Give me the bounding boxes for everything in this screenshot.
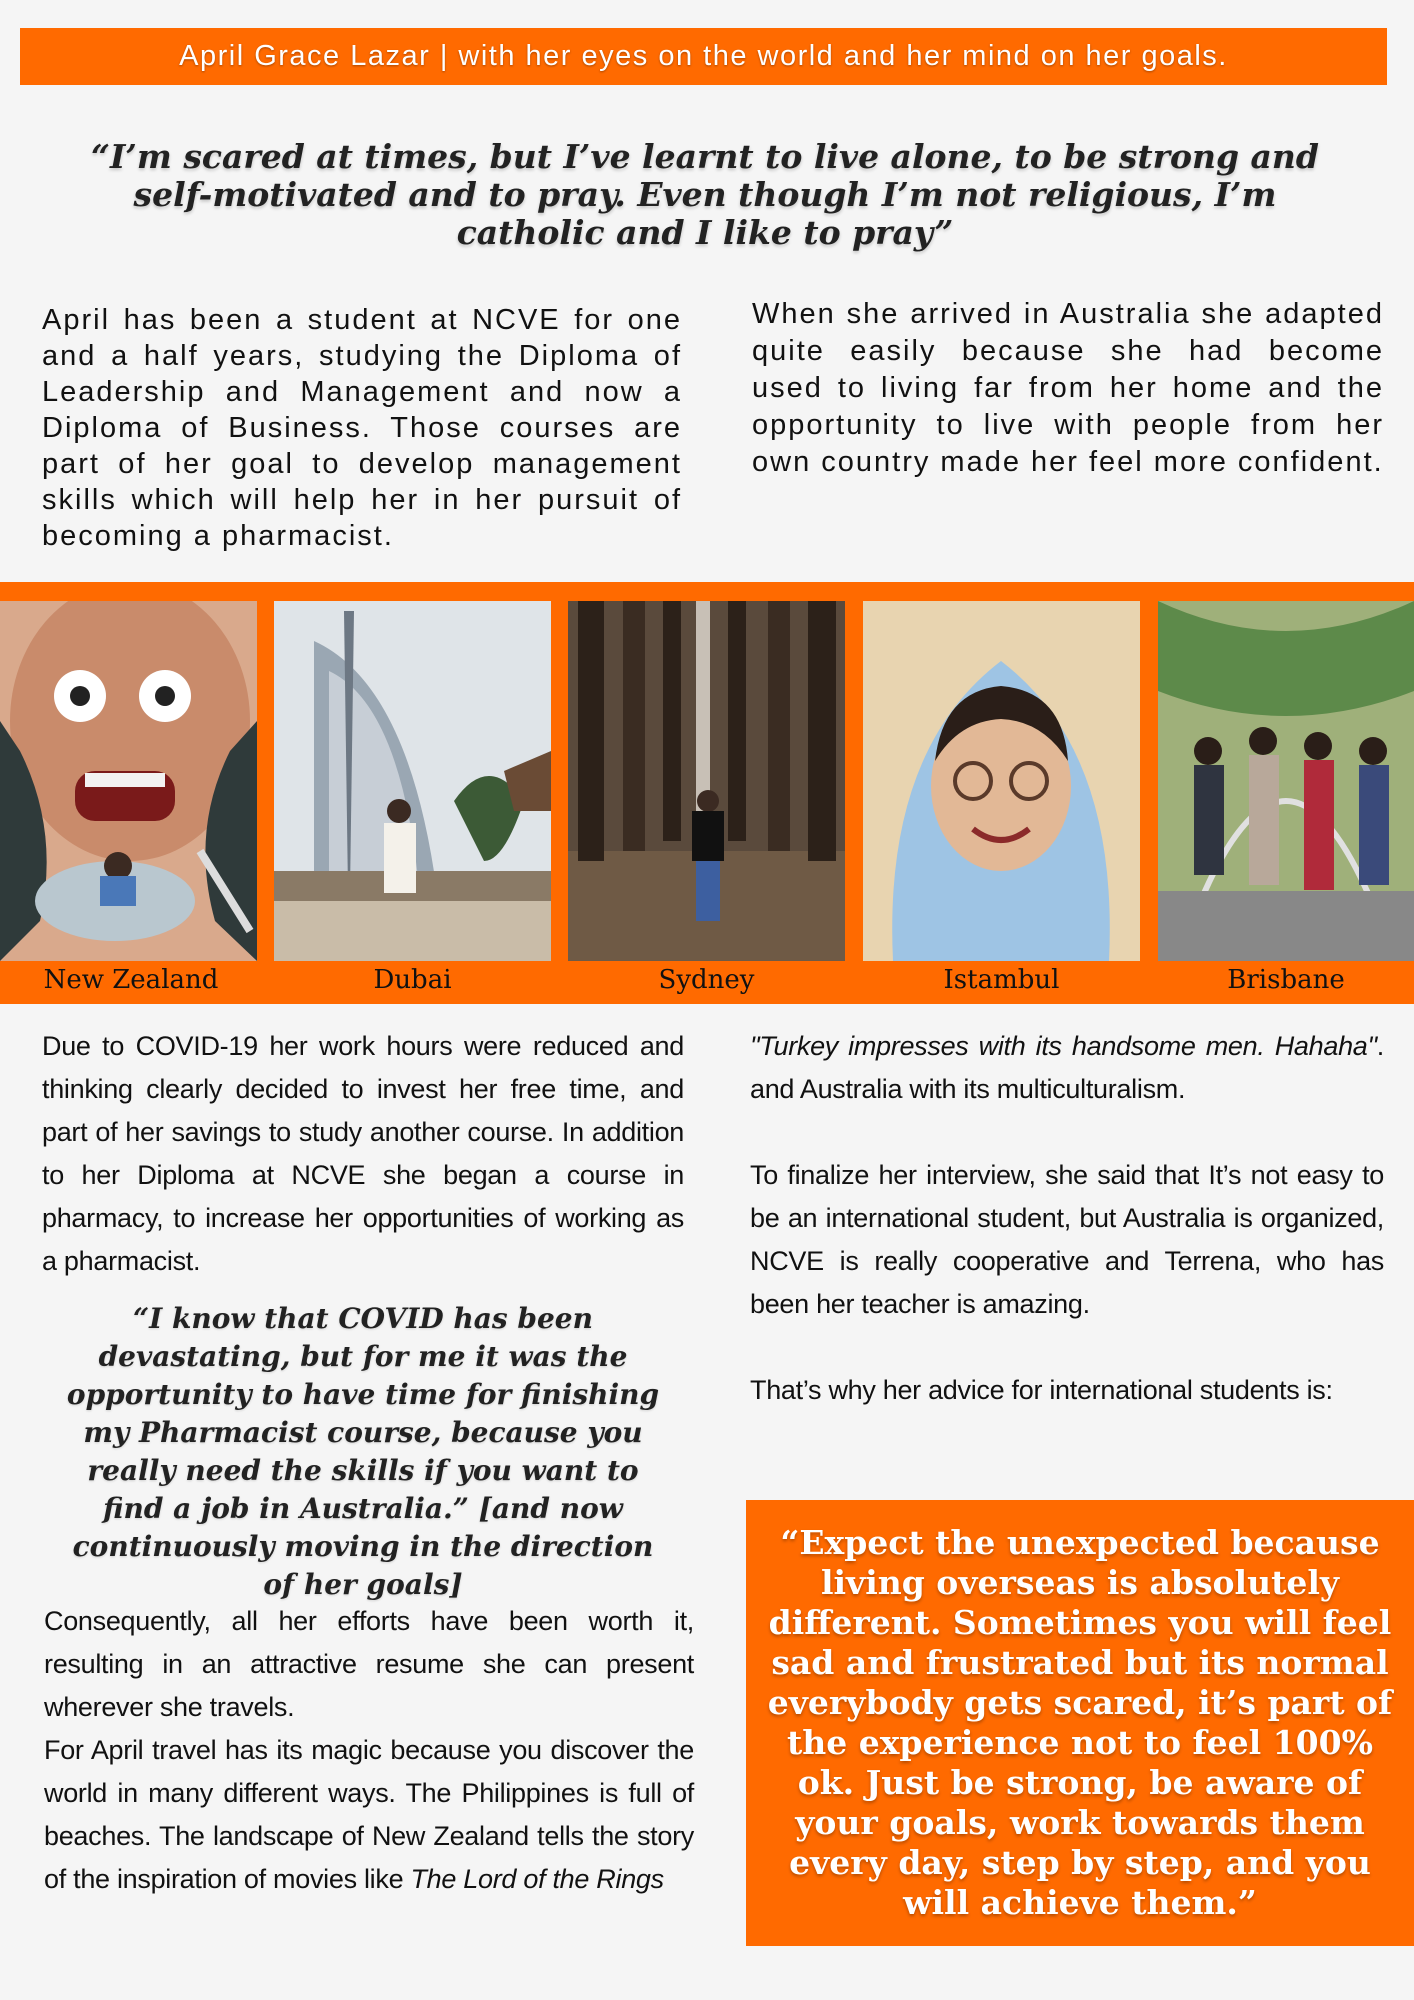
advice-quote-box bbox=[746, 1500, 1414, 1946]
caption-brisbane: Brisbane bbox=[1227, 965, 1345, 995]
photo-strip bbox=[0, 582, 1414, 1004]
caption-sydney: Sydney bbox=[658, 965, 755, 995]
movie-title: The Lord of the Rings bbox=[410, 1864, 664, 1894]
photo-brisbane bbox=[1158, 601, 1414, 961]
resume-paragraph: Consequently, all her efforts have been worth it, resulting in an attractive resume she can present wherever she travels. bbox=[44, 1606, 694, 1722]
covid-paragraph: Due to COVID-19 her work hours were reduced and thinking clearly decided to invest her free time, and part of her savings to study another course. In addition to her Diploma at NCVE she began a course in pharmacy, to increase her opportunities of working as a pharmacist. bbox=[42, 1031, 684, 1276]
caption-new-zealand: New Zealand bbox=[43, 965, 219, 995]
turkey-quote: "Turkey impresses with its handsome men. Hahaha" bbox=[750, 1031, 1377, 1061]
turkey-paragraph-rest: . and Australia with its multiculturalism. bbox=[750, 1031, 1384, 1104]
pull-quote-top: “I’m scared at times, but I’ve learnt to live alone, to be strong and self-motivated and to pray. Even though I’m not religious, I’m catholic and I like to pray” bbox=[91, 137, 1319, 252]
travel-paragraph bbox=[44, 1729, 694, 1901]
title-banner: April Grace Lazar | with her eyes on the world and her mind on her goals. bbox=[20, 28, 1387, 85]
turkey-paragraph bbox=[750, 1025, 1384, 1111]
right-column bbox=[750, 1025, 1384, 1412]
intro-paragraph-left: April has been a student at NCVE for one and a half years, studying the Diploma of Leadership and Management and now a Diploma of Business. Those courses are part of her goal to develop management skills which will help her in her pursuit of becoming a pharmacist. bbox=[42, 304, 682, 552]
caption-istambul: Istambul bbox=[943, 965, 1060, 995]
photo-sydney bbox=[568, 601, 845, 961]
advice-intro: That’s why her advice for international students is: bbox=[750, 1375, 1333, 1405]
caption-dubai: Dubai bbox=[373, 965, 452, 995]
photo-new-zealand bbox=[0, 601, 257, 961]
pull-quote-covid: “I know that COVID has been devastating, but for me it was the opportunity to have time for finishing my Pharmacist course, because you really need the skills if you want to find a job in Australia.” [and now continuously moving in the direction of her goals] bbox=[66, 1302, 660, 1601]
advice-quote: “Expect the unexpected because living overseas is absolutely different. Sometimes you will feel sad and frustrated but its normal everybody gets scared, it’s part of the experience not to feel 100% ok. Just be strong, be aware of your goals, work towards them every day, step by step, and you will achieve them.” bbox=[767, 1523, 1393, 1922]
travel-section bbox=[44, 1600, 694, 1901]
travel-paragraph-text: For April travel has its magic because you discover the world in many different ways. The Philippines is full of beaches. The landscape of New Zealand tells the story of the inspiration of movies like bbox=[44, 1735, 694, 1894]
interview-paragraph: To finalize her interview, she said that It’s not easy to be an international student, but Australia is organized, NCVE is really cooperative and Terrena, who has been her teacher is amazing. bbox=[750, 1160, 1384, 1319]
photo-dubai bbox=[274, 601, 551, 961]
photo-istambul bbox=[863, 601, 1140, 961]
intro-paragraph-right: When she arrived in Australia she adapted quite easily because she had become used to living far from her home and the opportunity to live with people from her own country made her feel more confident. bbox=[752, 298, 1384, 478]
